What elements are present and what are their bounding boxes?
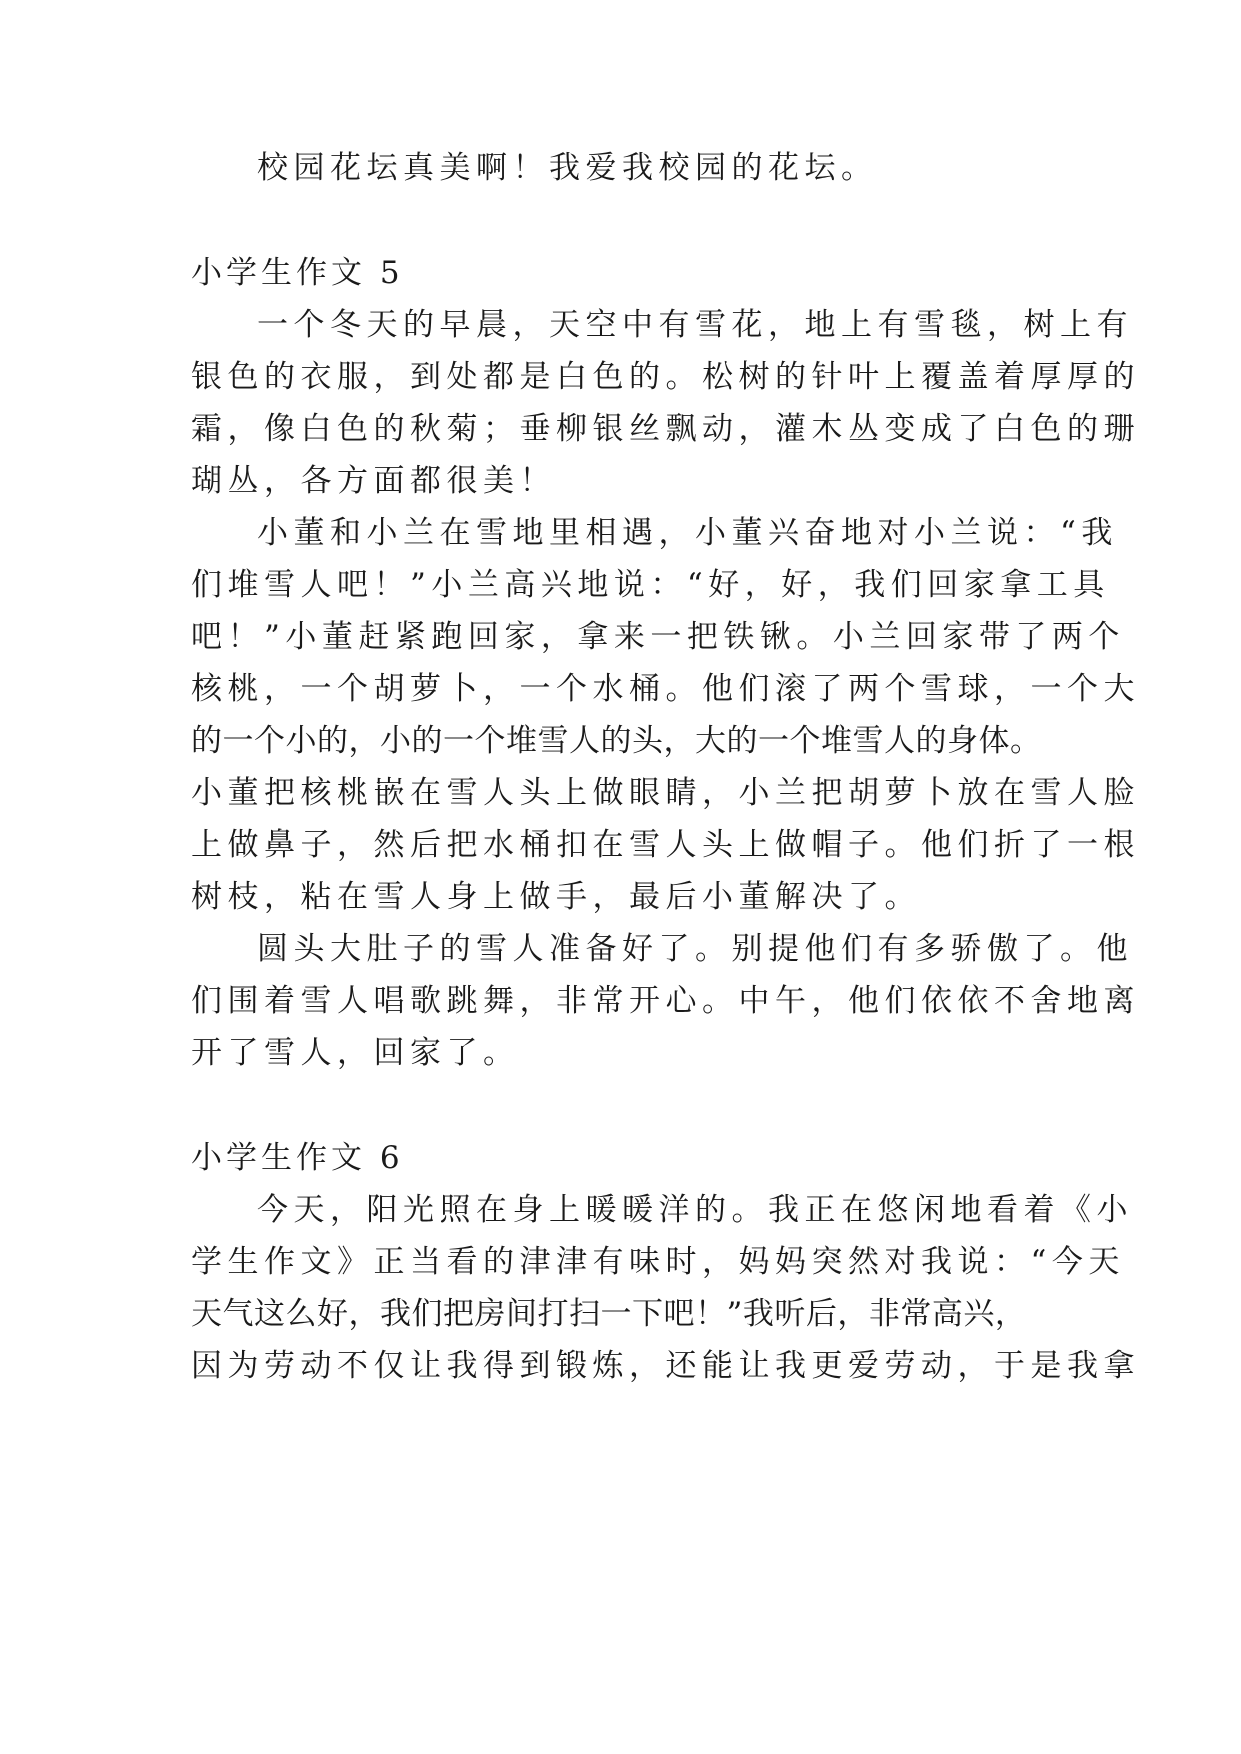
paragraph-line: 们围着雪人唱歌跳舞，非常开心。中午，他们依依不舍地离	[191, 983, 1140, 1019]
paragraph-line: 校园花坛真美啊！我爱我校园的花坛。	[257, 150, 878, 186]
section-heading: 小学生作文 6	[191, 1140, 404, 1176]
paragraph-line: 因为劳动不仅让我得到锻炼，还能让我更爱劳动，于是我拿	[191, 1348, 1140, 1384]
paragraph-line: 核桃，一个胡萝卜，一个水桶。他们滚了两个雪球，一个大	[191, 671, 1140, 707]
paragraph-line: 开了雪人，回家了。	[191, 1035, 520, 1071]
paragraph-line: 树枝，粘在雪人身上做手，最后小董解决了。	[191, 879, 921, 915]
paragraph-line: 霜，像白色的秋菊；垂柳银丝飘动，灌木丛变成了白色的珊	[191, 411, 1140, 447]
paragraph-line: 瑚丛，各方面都很美！	[191, 463, 556, 499]
paragraph-line: 的一个小的，小的一个堆雪人的头，大的一个堆雪人的身体。	[191, 723, 1042, 759]
section-heading: 小学生作文 5	[191, 255, 404, 291]
paragraph-line: 银色的衣服，到处都是白色的。松树的针叶上覆盖着厚厚的	[191, 359, 1140, 395]
paragraph-line: 学生作文》正当看的津津有味时，妈妈突然对我说：“今天	[191, 1244, 1125, 1280]
paragraph-line: 天气这么好，我们把房间打扫一下吧！”我听后，非常高兴，	[191, 1296, 1027, 1332]
paragraph-line: 吧！”小董赶紧跑回家，拿来一把铁锹。小兰回家带了两个	[191, 619, 1125, 655]
paragraph-line: 们堆雪人吧！”小兰高兴地说：“好，好，我们回家拿工具	[191, 567, 1110, 603]
paragraph-line: 上做鼻子，然后把水桶扣在雪人头上做帽子。他们折了一根	[191, 827, 1140, 863]
paragraph-line: 今天，阳光照在身上暖暖洋的。我正在悠闲地看着《小	[257, 1192, 1133, 1228]
paragraph-line: 圆头大肚子的雪人准备好了。别提他们有多骄傲了。他	[257, 931, 1133, 967]
paragraph-line: 小董和小兰在雪地里相遇，小董兴奋地对小兰说：“我	[257, 515, 1118, 551]
paragraph-line: 小董把核桃嵌在雪人头上做眼睛，小兰把胡萝卜放在雪人脸	[191, 775, 1140, 811]
paragraph-line: 一个冬天的早晨，天空中有雪花，地上有雪毯，树上有	[257, 307, 1133, 343]
